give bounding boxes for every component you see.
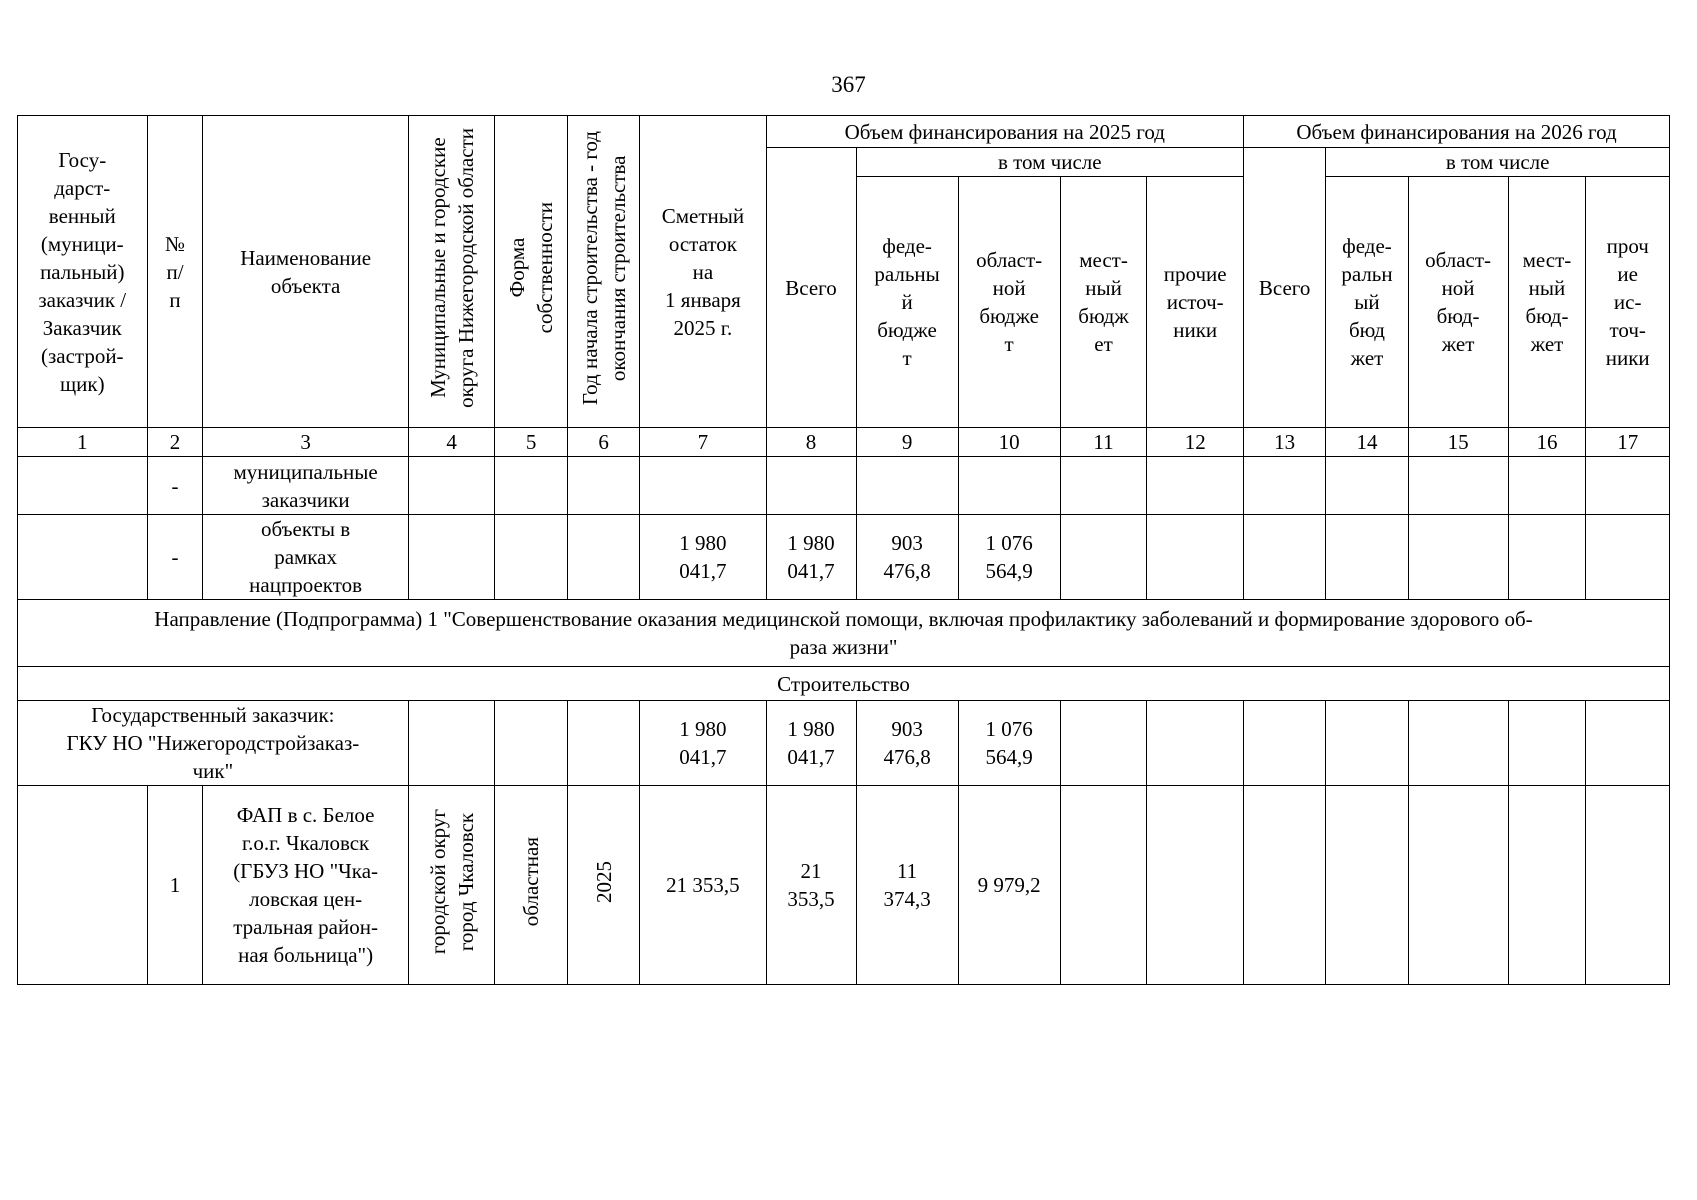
header-total-2025: Всего [766,148,856,428]
header-local-2025: мест- ный бюдж ет [1060,177,1147,428]
header-regional-2025: област- ной бюдже т [958,177,1060,428]
cell-estimate: 21 353,5 [640,786,766,985]
financing-table [17,115,1670,985]
header-including-2026: в том числе [1326,148,1670,177]
cell-dash: - [147,457,203,515]
header-other-2026: проч ие ис- точ- ники [1586,177,1670,428]
header-other-2025: прочие источ- ники [1147,177,1244,428]
cell-total-2025: 21 353,5 [766,786,856,985]
column-number: 17 [1586,428,1670,457]
column-number: 16 [1508,428,1586,457]
column-number: 2 [147,428,203,457]
table-row [18,515,1670,600]
cell-dash: - [147,515,203,600]
column-number: 6 [567,428,639,457]
cell-year: 2025 [567,786,639,985]
cell-total-2025: 1 980 041,7 [766,701,856,786]
cell-empty [18,457,148,515]
header-districts: Муниципальные и городские округа Нижегородской области [408,116,495,428]
cell-municipal-customers: муниципальные заказчики [203,457,408,515]
cell-estimate: 1 980 041,7 [640,701,766,786]
column-number: 9 [856,428,958,457]
column-number: 7 [640,428,766,457]
header-financing-2026: Объем финансирования на 2026 год [1244,116,1670,148]
column-numbers-row [18,428,1670,457]
cell-national-projects: объекты в рамках нацпроектов [203,515,408,600]
header-row [18,116,1670,148]
column-number: 12 [1147,428,1244,457]
cell-empty [18,786,148,985]
cell-regional-2025: 1 076 564,9 [958,701,1060,786]
cell-item-number: 1 [147,786,203,985]
header-regional-2026: област- ной бюд- жет [1408,177,1508,428]
header-object-name: Наименование объекта [203,116,408,428]
column-number: 15 [1408,428,1508,457]
header-financing-2025: Объем финансирования на 2025 год [766,116,1243,148]
column-number: 4 [408,428,495,457]
column-number: 1 [18,428,148,457]
column-number: 14 [1326,428,1408,457]
cell-federal-2025: 903 476,8 [856,701,958,786]
column-number: 8 [766,428,856,457]
table-row [18,457,1670,515]
cell-regional-2025: 9 979,2 [958,786,1060,985]
table-row [18,600,1670,667]
cell-federal-2025: 903 476,8 [856,515,958,600]
direction-heading: Направление (Подпрограмма) 1 "Совершенствование оказания медицинской помощи, включая профилактику заболеваний и формирование здорового об- раза жизни" [18,600,1670,667]
header-local-2026: мест- ный бюд- жет [1508,177,1586,428]
cell-empty [18,515,148,600]
header-years: Год начала строительства - год окончания строительства [567,116,639,428]
state-customer: Государственный заказчик: ГКУ НО "Нижегородстройзаказ- чик" [18,701,409,786]
header-customer: Госу- дарст- венный (муници- пальный) заказчик / Заказчик (застрой- щик) [18,116,148,428]
header-total-2026: Всего [1244,148,1326,428]
cell-regional-2025: 1 076 564,9 [958,515,1060,600]
table-row [18,786,1670,985]
header-federal-2025: феде- ральны й бюдже т [856,177,958,428]
header-number: № п/ п [147,116,203,428]
column-number: 11 [1060,428,1147,457]
page-number: 367 [831,72,866,97]
header-federal-2026: феде- ральн ый бюд жет [1326,177,1408,428]
table-row [18,667,1670,701]
cell-district: городской округ город Чкаловск [408,786,495,985]
cell-total-2025: 1 980 041,7 [766,515,856,600]
cell-ownership: областная [495,786,567,985]
column-number: 5 [495,428,567,457]
cell-object-name: ФАП в с. Белое г.о.г. Чкаловск (ГБУЗ НО "Чка- ловская цен- тральная район- ная больница") [203,786,408,985]
cell-federal-2025: 11 374,3 [856,786,958,985]
column-number: 10 [958,428,1060,457]
header-ownership: Форма собственности [495,116,567,428]
section-heading: Строительство [18,667,1670,701]
column-number: 13 [1244,428,1326,457]
cell-estimate: 1 980 041,7 [640,515,766,600]
table-row [18,701,1670,786]
header-including-2025: в том числе [856,148,1243,177]
header-estimate: Сметный остаток на 1 января 2025 г. [640,116,766,428]
column-number: 3 [203,428,408,457]
